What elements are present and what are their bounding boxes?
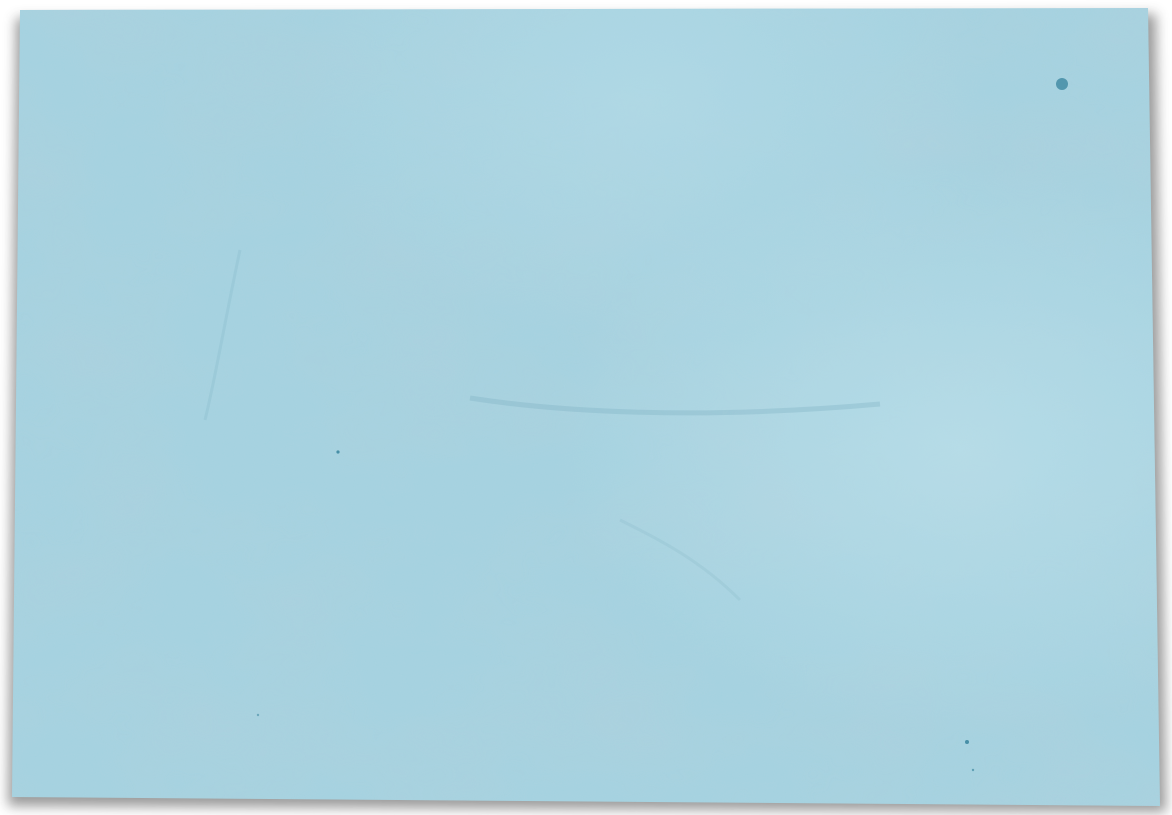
paper-speck xyxy=(1056,78,1068,90)
paper-speck xyxy=(972,769,974,771)
paper-speck xyxy=(257,714,259,716)
paper-speck xyxy=(965,740,969,744)
paper-speck xyxy=(336,450,339,453)
